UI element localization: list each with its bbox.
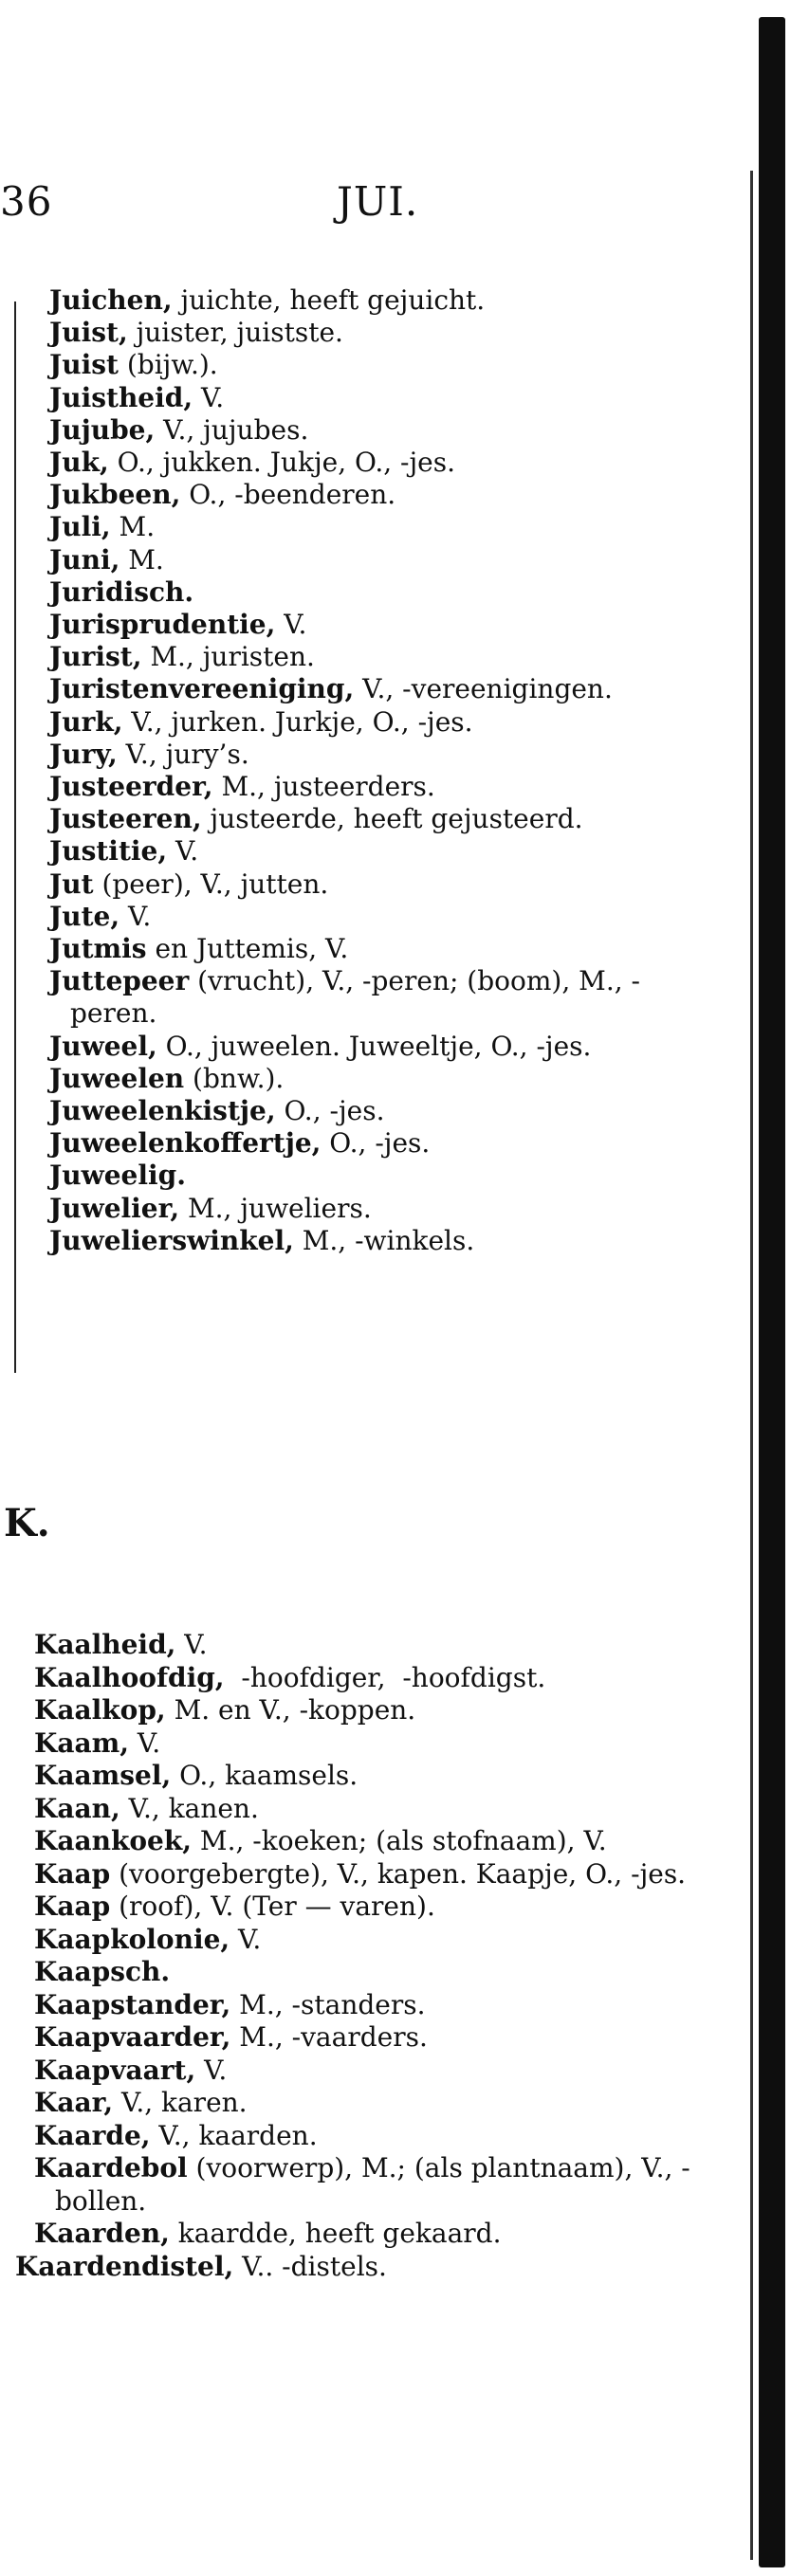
page-number: 36 [0,178,53,225]
list-item [34,2120,726,2153]
entry-headword: Kaapvaart, [34,2054,196,2086]
entry-headword: Kaardendistel, [15,2250,234,2282]
entry-definition: M. [110,511,156,543]
list-item [49,284,713,317]
entry-definition: O., jukken. Jukje, O., -jes. [108,447,456,479]
entry-headword: Juttepeer [49,965,190,997]
entry-headword: Justeeren, [49,803,202,835]
entry-definition: (vrucht), V., -peren; (boom), M., -peren. [70,965,640,1030]
list-item [49,965,713,1030]
entry-list-jui [49,284,713,1257]
entry-definition: juister, juistste. [127,317,343,349]
entry-definition: V.. -distels. [233,2250,387,2282]
entry-headword: Juistheid, [49,381,193,413]
list-item [49,479,713,511]
entry-definition: (voorgebergte), V., kapen. Kaapje, O., -jes. [110,1857,687,1890]
entry-headword: Kaap [34,1857,111,1890]
entry-headword: Kaalheid, [34,1629,176,1660]
list-item [34,2055,726,2088]
section-initial-k: K. [4,1501,50,1545]
entry-definition: M., -winkels. [293,1224,475,1256]
entry-definition: M., -standers. [230,1988,426,2020]
entry-definition: M., justeerders. [212,771,435,803]
entry-definition: V., -vereenigingen. [354,673,613,705]
entry-headword: Juweelenkoffertje, [49,1127,322,1160]
entry-headword: Kaan, [34,1792,120,1824]
entry-headword: Kaapstander, [34,1988,231,2020]
entry-headword: Kaapsch. [34,1956,171,1987]
entry-headword: Justeerder, [49,771,213,803]
entry-definition: (bijw.). [118,349,218,381]
entry-headword: Jujube, [49,413,156,446]
list-item [49,317,713,349]
list-item [34,2152,726,2218]
list-item [34,1825,726,1858]
entry-definition: V., kaarden. [150,2119,318,2151]
list-item [49,706,713,739]
entry-definition: V. [230,1923,262,1955]
list-item [49,447,713,479]
entry-definition: V., jujubes. [155,413,309,446]
entry-definition: O., juweelen. Juweeltje, O., -jes. [156,1030,592,1062]
entry-headword: Jute, [49,900,120,932]
list-item [49,901,713,933]
entry-headword: Kaapkolonie, [34,1923,230,1955]
entry-definition: V., kanen. [120,1792,259,1824]
entry-headword: Juli, [49,511,111,543]
list-item [49,1225,713,1257]
list-item [49,414,713,447]
list-item [34,1858,726,1891]
entry-headword: Juni, [49,543,120,575]
list-item [34,2021,726,2055]
entry-headword: Kaarde, [34,2119,151,2151]
binding-edge-shadow [759,17,785,2567]
entry-definition: juichte, heeft gejuicht. [172,284,486,316]
entry-definition: M., juweliers. [179,1192,372,1224]
list-item [49,1127,713,1160]
entry-headword: Kaap [34,1891,111,1922]
entry-headword: Jukbeen, [49,479,181,511]
entry-definition: kaardde, heeft gekaard. [169,2218,502,2249]
entry-definition: (peer), V., jutten. [93,868,329,900]
entry-headword: Kaalkop, [34,1694,166,1726]
entry-headword: Juk, [49,447,109,479]
entry-definition: V. [193,381,225,413]
entry-definition: V., jurken. Jurkje, O., -jes. [122,705,473,738]
entry-headword: Jut [49,868,94,900]
entry-definition: V. [129,1726,161,1759]
list-item [34,2087,726,2120]
list-item [34,1662,726,1695]
entry-definition: O., -beenderen. [180,479,396,511]
entry-definition: M., juristen. [141,641,315,673]
entry-headword: Juweel, [49,1030,157,1062]
entry-definition: V., karen. [113,2087,248,2118]
entry-definition: -hoofdiger, -hoofdigst. [224,1661,546,1693]
list-item [49,382,713,414]
entry-headword: Juist [49,349,119,381]
list-item [34,1629,726,1662]
list-item [49,933,713,965]
entry-headword: Justitie, [49,835,168,868]
entry-definition: O., -jes. [275,1095,385,1127]
entry-definition: V., jury’s. [117,738,249,770]
entry-definition: V. [275,609,307,641]
entry-headword: Jurist, [49,641,142,673]
list-item [49,1031,713,1063]
list-item [49,1063,713,1095]
list-item [49,576,713,609]
entry-definition: en Juttemis, V. [146,933,349,965]
list-item [49,641,713,673]
entry-headword: Juweelenkistje, [49,1095,276,1127]
entry-headword: Juwelier, [49,1192,180,1224]
list-item [15,2251,726,2284]
list-item [49,544,713,576]
entry-definition: O., kaamsels. [171,1760,359,1791]
entry-headword: Kaankoek, [34,1825,193,1856]
entry-headword: Jurisprudentie, [49,609,276,641]
list-item [49,771,713,803]
entry-headword: Juichen, [49,284,173,316]
list-item [34,1760,726,1793]
list-item [34,1694,726,1727]
list-item [34,1793,726,1826]
entry-headword: Kaar, [34,2087,114,2118]
list-item [49,1095,713,1127]
entry-definition: M., -koeken; (als stofnaam), V. [192,1825,607,1856]
entry-definition: (voorwerp), M.; (als plantnaam), V., -bollen. [55,2152,690,2217]
list-item [49,349,713,381]
entry-definition: V. [175,1629,208,1660]
entry-headword: Juwelierswinkel, [49,1224,294,1256]
list-item [34,1727,726,1761]
list-item [49,1193,713,1225]
list-item [34,1924,726,1957]
entry-headword: Juweelig. [49,1160,186,1192]
entry-headword: Jutmis [49,933,147,965]
list-item [49,1160,713,1192]
entry-headword: Kaam, [34,1726,129,1759]
list-item [49,673,713,705]
entry-headword: Jury, [49,738,118,770]
list-item [34,1989,726,2022]
entry-headword: Juist, [49,317,128,349]
list-item [49,803,713,835]
entry-headword: Kaapvaarder, [34,2021,231,2053]
entry-definition: (roof), V. (Ter — varen). [110,1891,435,1922]
entry-headword: Juweelen [49,1062,185,1094]
list-item [49,868,713,901]
entry-definition: V. [120,900,152,932]
left-margin-rule [14,301,16,1373]
entry-definition: M. en V., -koppen. [165,1694,416,1726]
entry-headword: Kaalhoofdig, [34,1661,225,1693]
entry-definition: V. [167,835,199,868]
entry-definition: V. [195,2054,228,2086]
entry-headword: Kaarden, [34,2218,170,2249]
entry-definition: M. [120,543,164,575]
entry-headword: Juridisch. [49,575,194,608]
entry-headword: Jurk, [49,705,123,738]
entry-headword: Kaamsel, [34,1760,172,1791]
entry-headword: Juristenvereeniging, [49,673,355,705]
list-item [49,739,713,771]
list-item [49,511,713,543]
list-item [49,609,713,641]
entry-definition: O., -jes. [321,1127,431,1160]
list-item [49,835,713,868]
entry-definition: justeerde, heeft gejusteerd. [201,803,583,835]
entry-list-k [15,1629,726,2283]
page-title: JUI. [337,178,419,225]
list-item [34,1891,726,1924]
entry-definition: M., -vaarders. [230,2021,428,2053]
page-edge-line [750,171,753,2560]
entry-headword: Kaardebol [34,2152,188,2183]
entry-definition: (bnw.). [184,1062,285,1094]
list-item [34,2218,726,2251]
list-item [34,1956,726,1989]
